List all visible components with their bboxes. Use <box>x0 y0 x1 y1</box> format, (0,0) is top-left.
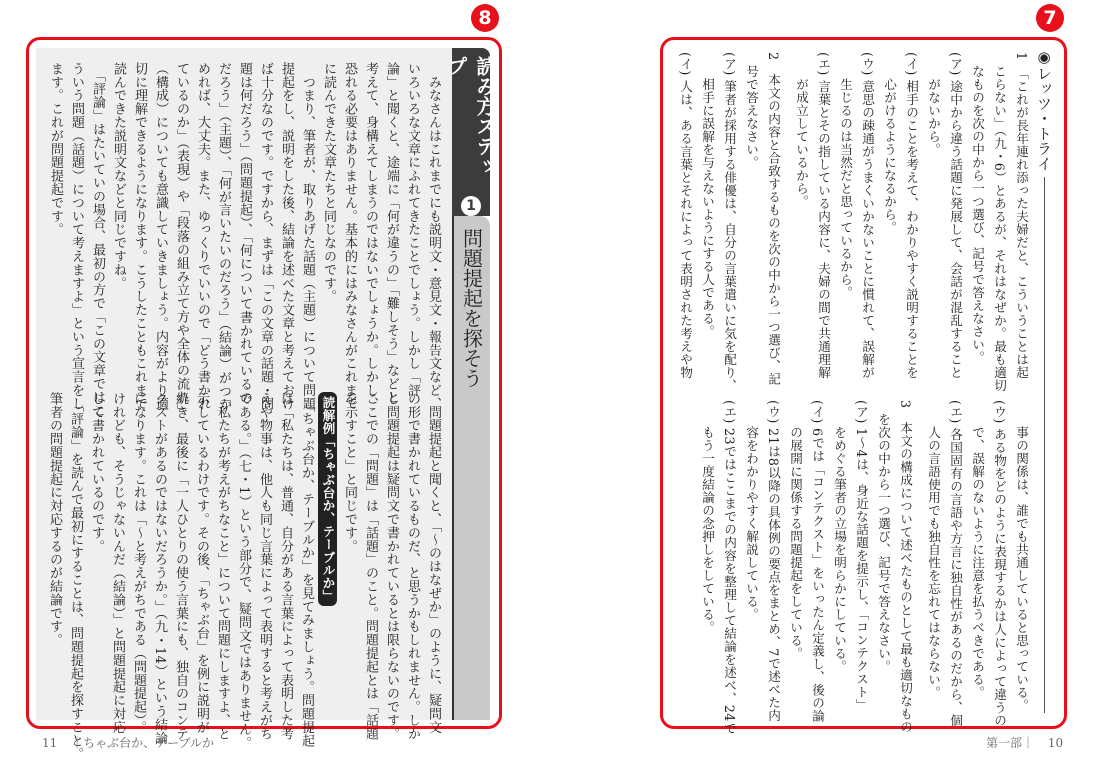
text-line: である。」（七・1）という部分で、疑問文ではありません。 <box>236 392 251 750</box>
text-line: 人の言語使用でも独自性を忘れてはならない。 <box>926 400 941 699</box>
text-line: こらない」（九・6）とあるが、それはなぜか。最も適切 <box>992 52 1007 393</box>
text-line: (ウ) 意思の疎通がうまくいかないことに慣れて、誤解が <box>860 52 875 380</box>
text-line: (ア) 途中から違う話題に発展して、会話が混乱すること <box>948 52 963 380</box>
right-page-number: 10 <box>1047 736 1064 750</box>
text-line: ういう問題（話題）について考えますよ」という宣言をし <box>69 62 84 411</box>
text-line: 「評論」を読んで最初にすることは、問題提起を探すこと。 <box>68 392 83 761</box>
text-line: 容をわかりやすく解説している。 <box>744 400 759 621</box>
text-line: がないから。 <box>926 52 941 156</box>
text-line: して書かれているのです。 <box>89 392 104 553</box>
step-title-text: 読み方ステップ <box>444 56 497 176</box>
text-line: で、誤解のないように注意を払うべきである。 <box>970 400 985 699</box>
example-label: 読解例「ちゃぶ台か、テーブルか」 <box>318 392 337 606</box>
text-line: (エ) 23ではここまでの内容を整理して結論を述べ、24で <box>722 400 737 735</box>
section-title <box>452 216 490 720</box>
left-page-number: 11 <box>42 736 58 750</box>
text-line: ば十分なのです。ですから、まずは「この文章の話題・問 <box>258 62 273 411</box>
text-line: 3 本文の構成について述べたものとして最も適切なもの <box>898 400 913 734</box>
text-line: (イ) 人は、ある言葉とそれによって表明された考えや物 <box>678 52 693 380</box>
text-line: だろう」（主題）、「何が言いたいのだろう」（結論）がつか <box>216 62 231 412</box>
text-line: ます。これが問題提起です。 <box>48 62 63 237</box>
text-line: の展開に関係する問題提起をしている。 <box>788 400 803 660</box>
text-line: めれば、大丈夫。また、ゆっくりでいいので「どう書かれ <box>195 62 210 411</box>
text-line: をめぐる筆者の立場を明らかにしている。 <box>832 400 847 673</box>
text-line: 切に理解できるようになります。こうしたこともこれまで <box>132 62 147 411</box>
text-line: ここでの「問題」は「話題」のこと。問題提起とは「話題 <box>363 392 378 741</box>
text-line: 1 「これが長年連れ添った夫婦だと、こういうことは起 <box>1014 52 1029 380</box>
text-line: 筆者の問題提起に対応するのが結論です。 <box>47 392 62 647</box>
text-line: なものを次の中から一つ選び、記号で答えなさい。 <box>970 52 985 364</box>
text-line: つまり、筆者が、取りあげた話題（主題）について問題 <box>300 62 315 411</box>
lets-try-title: ◉レッツ・トライ <box>1035 48 1053 171</box>
text-line: 「ちゃぶ台か、テーブルか」を見てみましょう。問題提起 <box>299 392 314 748</box>
text-line: 題は何だろう」（問題提起）、「何について書かれているの <box>237 62 252 405</box>
right-footer <box>986 734 1063 751</box>
text-line: し問題提起は疑問文で書かれているとは限らないのです。 <box>384 392 399 741</box>
text-line: の形で書かれているものだ、と思うかもしれません。しか <box>405 392 420 741</box>
text-line: （構成）についても意識していきましょう。内容がより適 <box>153 62 168 411</box>
step-number-icon: 1 <box>461 196 481 216</box>
text-line: が成立しているから。 <box>794 52 809 208</box>
left-footer <box>42 734 214 751</box>
intro-text <box>40 62 444 418</box>
text-line: (イ) 6では「コンテクスト」をいったん定義し、後の論 <box>810 400 825 723</box>
text-line: 提起をし、説明をした後、結論を述べた文章と考えておけ <box>279 62 294 411</box>
text-line: クストがあるのではないだろうか。」（九・14）という結論 <box>152 392 167 745</box>
page-badge-left: 8 <box>471 4 499 32</box>
text-line: (イ) 相手のことを考えて、わかりやすく説明することを <box>904 52 919 380</box>
text-line: 「私たちが考えがちなこと」について問題にしますよ、と <box>215 392 230 741</box>
text-line: もう一度結論の念押しをしている。 <box>700 400 715 634</box>
text-line: 号で答えなさい。 <box>744 52 759 169</box>
questions-upper <box>668 52 1032 393</box>
text-line: 示しているわけです。その後、「ちゃぶ台」を例に説明が <box>194 392 209 734</box>
text-line: (ア) 1～4は、身近な話題を提示し、「コンテクスト」 <box>854 400 869 712</box>
page-badge-right: 7 <box>1036 4 1064 32</box>
text-line: 問題提起と聞くと、「～のはなぜか」のように、疑問文 <box>426 392 441 734</box>
part-label: 第一部｜ <box>986 736 1035 750</box>
text-line: 論」と聞くと、途端に「何が違うの」「難しそう」などと <box>384 62 399 404</box>
step-title <box>444 48 497 216</box>
text-line: (エ) 各国固有の言語や方言に独自性があるのだから、個 <box>948 400 963 728</box>
text-line: 恐れる必要はありません。基本的にはみなさんがこれまで <box>342 62 357 411</box>
section-title-text: 問題提起を探そう <box>459 228 484 388</box>
text-line: みなさんはこれまでにも説明文・意見文・報告文など、 <box>426 62 441 411</box>
text-line: 読んできた説明文などと同じですね。 <box>111 62 126 290</box>
text-line: 生じるのは当然だと思っているから。 <box>838 52 853 299</box>
text-line: 事の関係は、誰でも共通していると思っている。 <box>1014 400 1029 712</box>
text-line: 続き、最後に「一人ひとりの使う言葉にも、独自のコンテ <box>173 392 188 741</box>
text-line: (ア) 筆者が採用する俳優は、自分の言葉遣いに気を配り、 <box>722 52 737 393</box>
text-line: えや物事は、他人も同じ言葉によって表明すると考えがち <box>257 392 272 741</box>
lets-try-heading <box>1034 48 1055 713</box>
example-label-line <box>317 392 339 717</box>
text-line: ているのか」（表現）や「段落の組み立て方や全体の流れ」 <box>174 62 189 418</box>
text-line: を示すこと」と同じです。 <box>342 392 357 553</box>
text-line: は「私たちは、普通、自分がある言葉によって表明した考 <box>278 392 293 741</box>
text-line: いろいろな文章にふれてきたことでしょう。しかし「評 <box>405 62 420 397</box>
running-title: ｜ちゃぶ台か、テーブルか <box>71 736 215 750</box>
text-line: 心がけるようになるから。 <box>882 52 897 234</box>
text-line: (エ) 言葉とその指している内容に、夫婦の間で共通理解 <box>816 52 831 380</box>
text-line: 2 本文の内容と合致するものを次の中から一つ選び、記 <box>766 52 781 386</box>
text-line: (ウ) 21は8以降の具体例の要点をまとめ、7で述べた内 <box>766 400 781 722</box>
questions-lower <box>690 400 1032 735</box>
text-line: 相手に誤解を与えないようにする人である。 <box>700 52 715 338</box>
text-line: 「評論」はたいていの場合、最初の方で「この文章ではこ <box>90 62 105 418</box>
text-line: 考えて、身構えてしまうのではないでしょうか。しかし、 <box>363 62 378 411</box>
text-line: になります。これは「～と考えがちである（問題提起）。 <box>131 392 146 734</box>
text-line: に読んできた文章たちと同じなのです。 <box>321 62 336 304</box>
heading-rule <box>1044 177 1045 713</box>
text-line: を次の中から一つ選び、記号で答えなさい。 <box>876 400 891 673</box>
text-line: けれども、そうじゃないんだ（結論）」と問題提起に対応 <box>110 392 125 734</box>
text-line: (ウ) ある物をどのように表現するかは人によって違うの <box>992 400 1007 728</box>
